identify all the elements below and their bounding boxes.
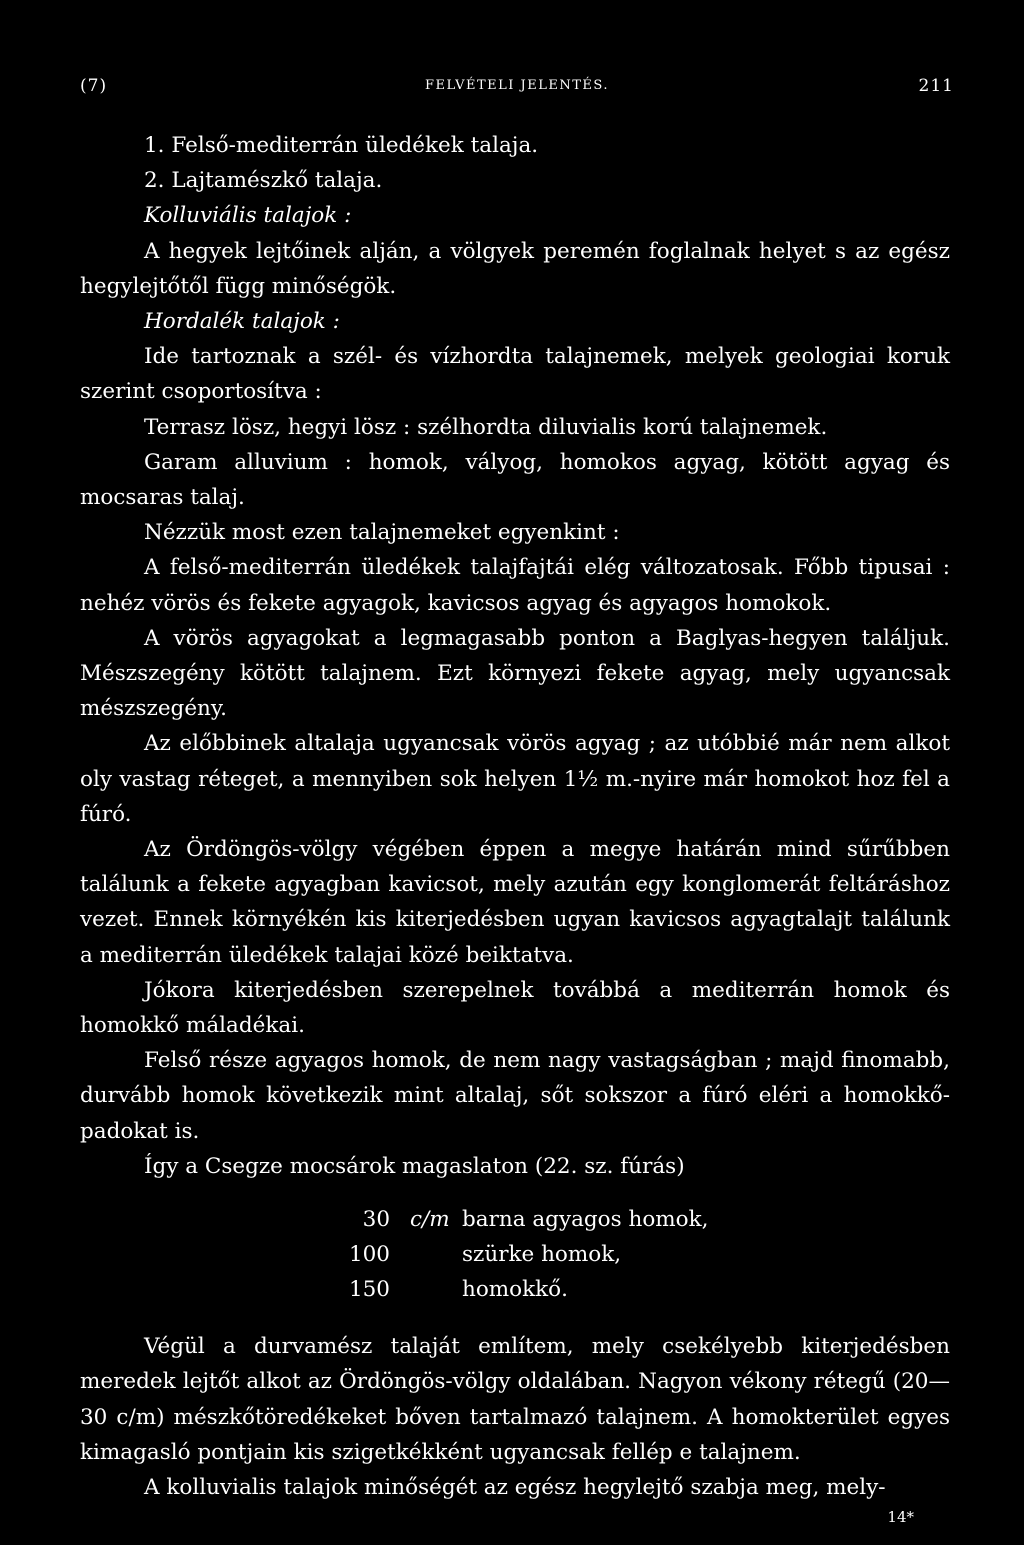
table-row [80, 1237, 950, 1272]
layer-description: homokkő. [462, 1277, 568, 1303]
depth-value: 30 [362, 1207, 390, 1233]
signature-mark: 14* [887, 1508, 914, 1526]
depth-unit [410, 1272, 462, 1307]
table-row [80, 1272, 950, 1307]
boring-profile-table [80, 1202, 950, 1307]
paragraph: Az Ördöngös-völgy végében éppen a megye határán mind sűrűbben találunk a fekete agyagban kavicsot, mely azután egy konglomerát feltáráshoz vezet. Ennek környékén kis kiterjedésben ugyan kavicsos agyagtalajt találunk a mediterrán üledékek talajai közé beiktatva. [80, 837, 950, 968]
paragraph: Így a Csegze mocsárok magaslaton (22. sz. fúrás) [144, 1153, 685, 1179]
paragraph: A kolluvialis talajok minőségét az egész hegylejtő szabja meg, mely- [144, 1474, 886, 1500]
paragraph: Végül a durvamész talaját említem, mely csekélyebb kiterjedésben meredek lejtőt alkot az Ördöngös-völgy oldalában. Nagyon vékony rétegű (20—30 c/m) mészkőtöredékeket bőven tartalmazó talajnem. A homokterület egyes kimagasló pontjain kis szigetkékként ugyancsak fellép e talajnem. [80, 1334, 950, 1465]
paragraph: Ide tartoznak a szél- és vízhordta talajnemek, melyek geologiai koruk szerint csoportosítva : [80, 344, 950, 405]
paragraph: A vörös agyagokat a legmagasabb ponton a Baglyas-hegyen találjuk. Mészszegény kötött talajnem. Ezt környezi fekete agyag, mely ugyancsak mészszegény. [80, 625, 950, 722]
depth-value: 150 [348, 1277, 390, 1303]
paragraph: Terrasz lösz, hegyi lösz : szélhordta diluvialis korú talajnemek. [144, 414, 828, 440]
layer-description: barna agyagos homok, [462, 1207, 709, 1233]
section-heading: Hordalék talajok : [144, 309, 340, 335]
table-row [80, 1202, 950, 1237]
paragraph: 2. Lajtamészkő talaja. [144, 168, 383, 194]
depth-unit: c/m [410, 1207, 450, 1233]
paragraph: Az előbbinek altalaja ugyancsak vörös agyag ; az utóbbié már nem alkot oly vastag réteget, a mennyiben sok helyen 1½ m.-nyire már homokot hoz fel a fúró. [80, 731, 950, 827]
paragraph: Nézzük most ezen talajnemeket egyenkint : [144, 520, 620, 546]
paragraph: 1. Felső-mediterrán üledékek talaja. [144, 133, 539, 158]
depth-unit [410, 1237, 462, 1272]
paragraph: Jókora kiterjedésben szerepelnek továbbá a mediterrán homok és homokkő máladékai. [80, 977, 950, 1039]
chapter-number: (7) [80, 76, 108, 96]
page-number: 211 [918, 76, 954, 96]
body-text [80, 128, 950, 1505]
paragraph: Felső része agyagos homok, de nem nagy vastagságban ; majd finomabb, durvább homok következik mint altalaj, sőt sokszor a fúró eléri a homokkő-padokat is. [80, 1048, 950, 1144]
depth-value: 100 [348, 1242, 390, 1268]
page-header [80, 68, 954, 98]
paragraph: Garam alluvium : homok, vályog, homokos agyag, kötött agyag és mocsaras talaj. [80, 449, 950, 511]
paragraph: A felső-mediterrán üledékek talajfajtái elég változatosak. Főbb tipusai : nehéz vörös és fekete agyagok, kavicsos agyag és agyagos homokok. [80, 555, 950, 616]
layer-description: szürke homok, [462, 1242, 622, 1268]
running-title: FELVÉTELI JELENTÉS. [425, 78, 609, 93]
section-heading: Kolluviális talajok : [144, 203, 352, 229]
paragraph: A hegyek lejtőinek alján, a völgyek peremén foglalnak helyet s az egész hegylejtőtől függ minőségök. [80, 238, 950, 299]
